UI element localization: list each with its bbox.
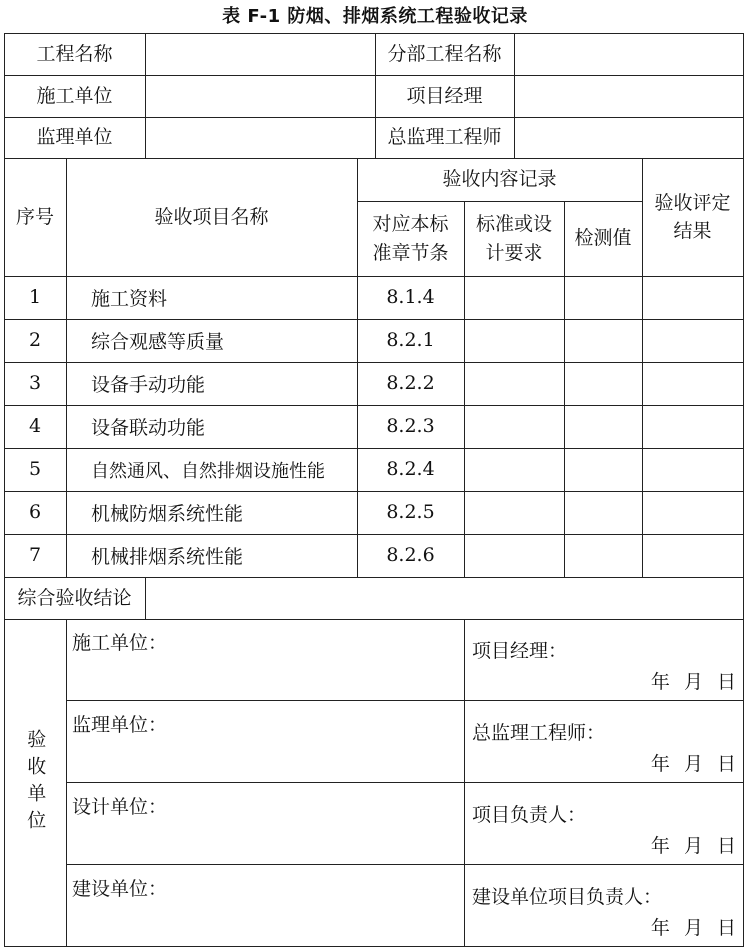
- row-clause: 8.2.6: [386, 544, 435, 567]
- rule-sign-v1: [66, 619, 67, 946]
- row-clause: 8.2.5: [386, 501, 435, 524]
- unit-label: 监理单位：: [72, 714, 168, 736]
- signer-label: 建设单位项目负责人：: [472, 886, 663, 908]
- row-clause: 8.2.1: [386, 329, 435, 352]
- unit-label: 建设单位：: [72, 878, 168, 900]
- row-item-name: 综合观感等质量: [91, 331, 225, 353]
- row-item-name: 机械排烟系统性能: [91, 546, 244, 568]
- conclusion-label: 综合验收结论: [17, 586, 132, 609]
- project-name-label: 工程名称: [36, 42, 113, 65]
- col-header-content-record: 验收内容记录: [442, 168, 557, 191]
- supervision-unit-label: 监理单位: [36, 126, 113, 149]
- rule-right: [743, 33, 744, 946]
- col-header-item-name: 验收项目名称: [154, 205, 269, 228]
- row-clause: 8.2.2: [386, 372, 435, 395]
- signer-label: 总监理工程师：: [472, 722, 606, 744]
- rule-conclusion-bottom: [4, 619, 744, 620]
- sign-date: 年 月 日: [650, 917, 736, 939]
- row-clause: 8.2.3: [386, 415, 435, 438]
- row-clause: 8.1.4: [386, 286, 435, 309]
- row-item-name: 设备手动功能: [91, 374, 206, 396]
- unit-label: 设计单位：: [72, 796, 168, 818]
- page-title: 表 F-1 防烟、排烟系统工程验收记录: [222, 6, 528, 27]
- row-seq: 3: [28, 372, 42, 395]
- sub-project-name-field[interactable]: [514, 33, 743, 75]
- rule-sign-v2: [464, 619, 465, 946]
- unit-label: 施工单位：: [72, 632, 168, 654]
- row-seq: 1: [28, 286, 42, 309]
- signer-label: 项目经理：: [472, 640, 568, 662]
- row-seq: 5: [28, 458, 42, 481]
- sign-date: 年 月 日: [650, 835, 736, 857]
- rule-sign3: [66, 864, 744, 865]
- row-seq: 7: [28, 544, 42, 567]
- row-item-name: 机械防烟系统性能: [91, 503, 244, 525]
- conclusion-field[interactable]: [145, 577, 743, 619]
- row-seq: 6: [28, 501, 42, 524]
- col-header-result: 验收评定结果: [654, 191, 731, 242]
- chief-supervisor-label: 总监理工程师: [387, 126, 502, 149]
- rule-sign1: [66, 700, 744, 701]
- project-name-field[interactable]: [145, 33, 375, 75]
- construction-unit-field[interactable]: [145, 75, 375, 117]
- sub-project-name-label: 分部工程名称: [387, 42, 502, 65]
- row-clause: 8.2.4: [386, 458, 435, 481]
- sign-date: 年 月 日: [650, 753, 736, 775]
- col-header-measured: 检测值: [574, 227, 632, 250]
- col-header-seq: 序号: [15, 205, 54, 228]
- row-seq: 4: [28, 415, 42, 438]
- chief-supervisor-field[interactable]: [514, 117, 743, 158]
- construction-unit-label: 施工单位: [36, 84, 113, 107]
- row-seq: 2: [28, 329, 42, 352]
- rule-bottom: [4, 946, 744, 947]
- signer-label: 项目负责人：: [472, 804, 587, 826]
- rule-sign2: [66, 782, 744, 783]
- col-header-standard: 标准或设计要求: [475, 213, 552, 264]
- col-header-clause: 对应本标准章节条: [372, 213, 449, 264]
- row-item-name: 设备联动功能: [91, 417, 206, 439]
- supervision-unit-field[interactable]: [145, 117, 375, 158]
- sign-date: 年 月 日: [650, 671, 736, 693]
- project-manager-label: 项目经理: [406, 84, 483, 107]
- row-item-name: 施工资料: [91, 288, 168, 310]
- project-manager-field[interactable]: [514, 75, 743, 117]
- acceptance-units-label: 验收单位: [24, 728, 47, 837]
- row-item-name: 自然通风、自然排烟设施性能: [91, 460, 325, 482]
